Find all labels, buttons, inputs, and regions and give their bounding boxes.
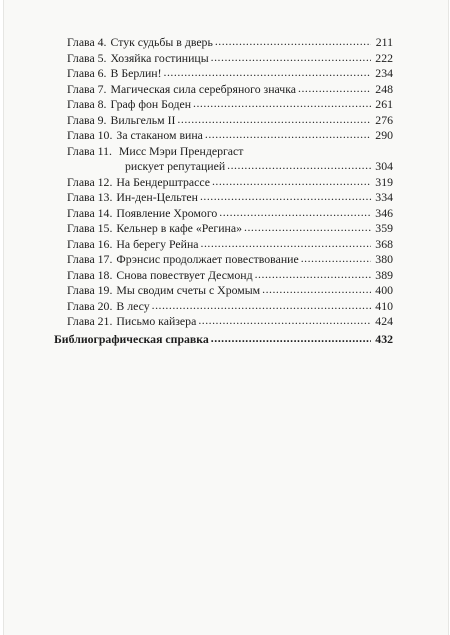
toc-entry-chapter-21 <box>67 314 393 330</box>
toc-dot-leader <box>211 50 371 66</box>
toc-dot-leader <box>301 251 371 267</box>
toc-entry-chapter-15 <box>67 221 393 237</box>
toc-dot-leader <box>227 158 371 174</box>
toc-dot-leader <box>298 81 371 97</box>
toc-chapter-number: Глава 20. <box>67 298 113 313</box>
toc-dot-leader <box>215 34 371 50</box>
toc-page-number: 234 <box>375 66 393 80</box>
toc-chapter-number: Глава 9. <box>67 112 107 127</box>
toc-entry-chapter-7 <box>67 82 393 98</box>
toc-entry-chapter-18 <box>67 268 393 284</box>
toc-chapter-title: Мисс Мэри Прендергаст <box>118 143 244 158</box>
toc-chapter-number: Глава 15. <box>67 221 113 235</box>
toc-entry-chapter-6 <box>67 66 393 82</box>
toc-entry-bibliography <box>54 332 393 348</box>
toc-dot-leader <box>201 236 371 252</box>
toc-chapter-title: Вильгельм II <box>110 112 176 127</box>
toc-chapter-title: В лесу <box>116 298 150 313</box>
toc-page-number: 304 <box>375 159 393 173</box>
toc-chapter-number: Глава 14. <box>67 205 113 220</box>
table-of-contents <box>54 35 393 347</box>
toc-chapter-title: Кельнер в кафе «Регина» <box>116 221 243 235</box>
toc-entry-chapter-17 <box>67 252 393 268</box>
toc-entry-chapter-19 <box>67 283 393 299</box>
toc-chapter-number: Глава 17. <box>67 252 113 266</box>
toc-dot-leader <box>212 174 371 190</box>
toc-entry-chapter-4 <box>67 35 393 51</box>
toc-chapter-title: За стаканом вина <box>116 128 203 142</box>
toc-entry-chapter-10 <box>67 128 393 144</box>
toc-page-number: 290 <box>375 128 393 142</box>
toc-entry-first-line <box>67 144 393 160</box>
toc-entry-chapter-20 <box>67 299 393 315</box>
toc-chapter-number: Глава 13. <box>67 190 113 204</box>
toc-dot-leader <box>205 127 371 143</box>
toc-dot-leader <box>244 220 371 236</box>
toc-entry-chapter-5 <box>67 51 393 67</box>
toc-chapter-number: Глава 6. <box>67 66 107 80</box>
toc-dot-leader <box>200 189 371 205</box>
toc-dot-leader <box>177 112 371 128</box>
toc-entry-chapter-9 <box>67 113 393 129</box>
toc-entry-chapter-16 <box>67 237 393 253</box>
toc-chapter-number: Глава 8. <box>67 97 107 111</box>
toc-chapter-title: Снова повествует Десмонд <box>116 267 253 282</box>
toc-dot-leader <box>211 331 371 347</box>
toc-page-number: 432 <box>375 331 393 346</box>
toc-chapter-number: Глава 12. <box>67 174 113 189</box>
toc-entry-chapter-8 <box>67 97 393 113</box>
toc-page-number: 319 <box>375 174 393 189</box>
toc-dot-leader <box>152 298 371 314</box>
toc-chapter-title: Мы сводим счеты с Хромым <box>116 283 261 297</box>
toc-page-number: 359 <box>375 221 393 235</box>
toc-page-number: 276 <box>375 112 393 127</box>
toc-chapter-number: Глава 5. <box>67 50 107 65</box>
toc-page-number: 261 <box>375 97 393 111</box>
toc-page-number: 211 <box>375 35 393 49</box>
toc-chapter-title: Хозяйка гостиницы <box>110 50 209 65</box>
toc-chapter-title: На берегу Рейна <box>116 236 199 251</box>
toc-chapter-number: Глава 7. <box>67 81 107 96</box>
toc-chapter-title: В Берлин! <box>110 66 162 80</box>
toc-dot-leader <box>193 96 371 112</box>
toc-chapter-number: Глава 4. <box>67 35 107 49</box>
toc-chapter-number: Глава 11. <box>67 143 112 158</box>
toc-page-number: 424 <box>375 314 393 328</box>
toc-entry-chapter-13 <box>67 190 393 206</box>
toc-chapter-title: Письмо кайзера <box>116 314 197 328</box>
toc-page-number: 389 <box>375 267 393 282</box>
toc-chapter-title: Ин-ден-Цельтен <box>116 190 198 204</box>
toc-chapter-title: Магическая сила серебряного значка <box>110 81 297 96</box>
toc-page-number: 380 <box>375 252 393 266</box>
toc-dot-leader <box>198 313 371 329</box>
toc-dot-leader <box>255 267 371 283</box>
toc-chapter-number: Глава 18. <box>67 267 113 282</box>
toc-page-number: 334 <box>375 190 393 204</box>
toc-chapter-number: Глава 10. <box>67 128 113 142</box>
toc-page-number: 400 <box>375 283 393 297</box>
toc-entry-chapter-12 <box>67 175 393 191</box>
toc-entry-second-line <box>67 159 393 175</box>
toc-dot-leader <box>262 282 371 298</box>
toc-chapter-title: Появление Хромого <box>116 205 218 220</box>
toc-chapter-title: Фрэнсис продолжает повествование <box>116 252 299 266</box>
toc-entry-chapter-11 <box>67 144 393 175</box>
toc-page-number: 346 <box>375 205 393 220</box>
toc-page-number: 410 <box>375 298 393 313</box>
toc-chapter-title: На Бендерштрассе <box>116 174 210 189</box>
toc-page-number: 248 <box>375 81 393 96</box>
toc-page-number: 222 <box>375 50 393 65</box>
toc-page-number: 368 <box>375 236 393 251</box>
toc-chapter-number: Глава 21. <box>67 314 113 328</box>
toc-chapter-number: Глава 16. <box>67 236 113 251</box>
toc-chapter-title-continued: рискует репутацией <box>125 159 226 173</box>
toc-chapter-title: Граф фон Боден <box>110 97 192 111</box>
toc-chapter-title: Стук судьбы в дверь <box>110 35 213 49</box>
toc-dot-leader <box>219 205 371 221</box>
toc-bibliography-title: Библиографическая справка <box>54 331 209 346</box>
toc-entry-chapter-14 <box>67 206 393 222</box>
toc-dot-leader <box>164 65 371 81</box>
toc-chapter-number: Глава 19. <box>67 283 113 297</box>
book-page <box>3 0 449 635</box>
